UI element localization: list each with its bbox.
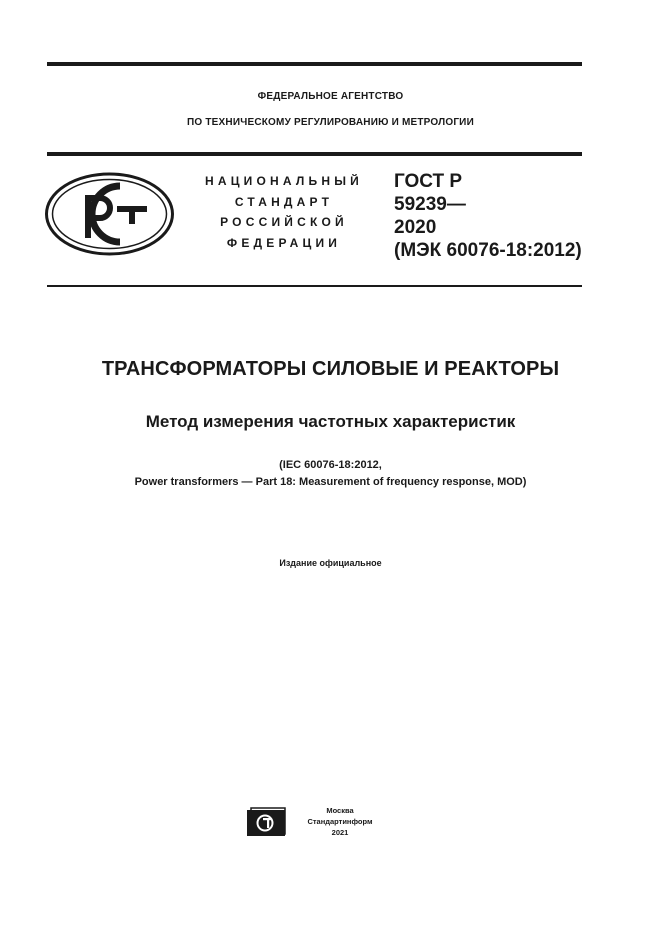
iec-reference-line-2: Power transformers — Part 18: Measurement of frequency response, MOD) xyxy=(134,476,527,488)
agency-line-2: ПО ТЕХНИЧЕСКОМУ РЕГУЛИРОВАНИЮ И МЕТРОЛОГИИ xyxy=(187,117,474,128)
top-rule xyxy=(47,62,582,66)
iec-reference xyxy=(0,457,661,491)
designation-line-2: 59239— xyxy=(394,194,466,215)
rst-logo-icon xyxy=(44,172,175,256)
standard-type-line-3: РОССИЙСКОЙ xyxy=(220,215,348,229)
publisher-year: 2021 xyxy=(331,828,349,837)
publisher-city: Москва xyxy=(326,806,354,815)
standard-type-line-4: ФЕДЕРАЦИИ xyxy=(226,235,342,250)
standard-type xyxy=(196,171,372,253)
edition-label: Издание официальное xyxy=(279,558,382,568)
document-subtitle: Метод измерения частотных характеристик xyxy=(145,412,516,431)
publisher-info xyxy=(300,805,380,838)
document-title: ТРАНСФОРМАТОРЫ СИЛОВЫЕ И РЕАКТОРЫ xyxy=(101,358,560,380)
designation-line-4: (МЭК 60076-18:2012) xyxy=(394,240,582,261)
standard-type-line-2: СТАНДАРТ xyxy=(234,194,334,209)
designation-line-1: ГОСТ Р xyxy=(394,171,463,192)
designation-line-3: 2020 xyxy=(394,217,437,238)
standard-type-line-1: НАЦИОНАЛЬНЫЙ xyxy=(204,174,364,188)
standard-designation xyxy=(394,170,582,262)
publisher-name: Стандартинформ xyxy=(307,817,373,826)
agency-line-1: ФЕДЕРАЛЬНОЕ АГЕНТСТВО xyxy=(257,91,404,102)
publisher-logo-icon xyxy=(246,807,286,837)
header-rule xyxy=(47,152,582,156)
header-bottom-rule xyxy=(47,285,582,287)
iec-reference-line-1: (IEC 60076-18:2012, xyxy=(279,459,382,471)
